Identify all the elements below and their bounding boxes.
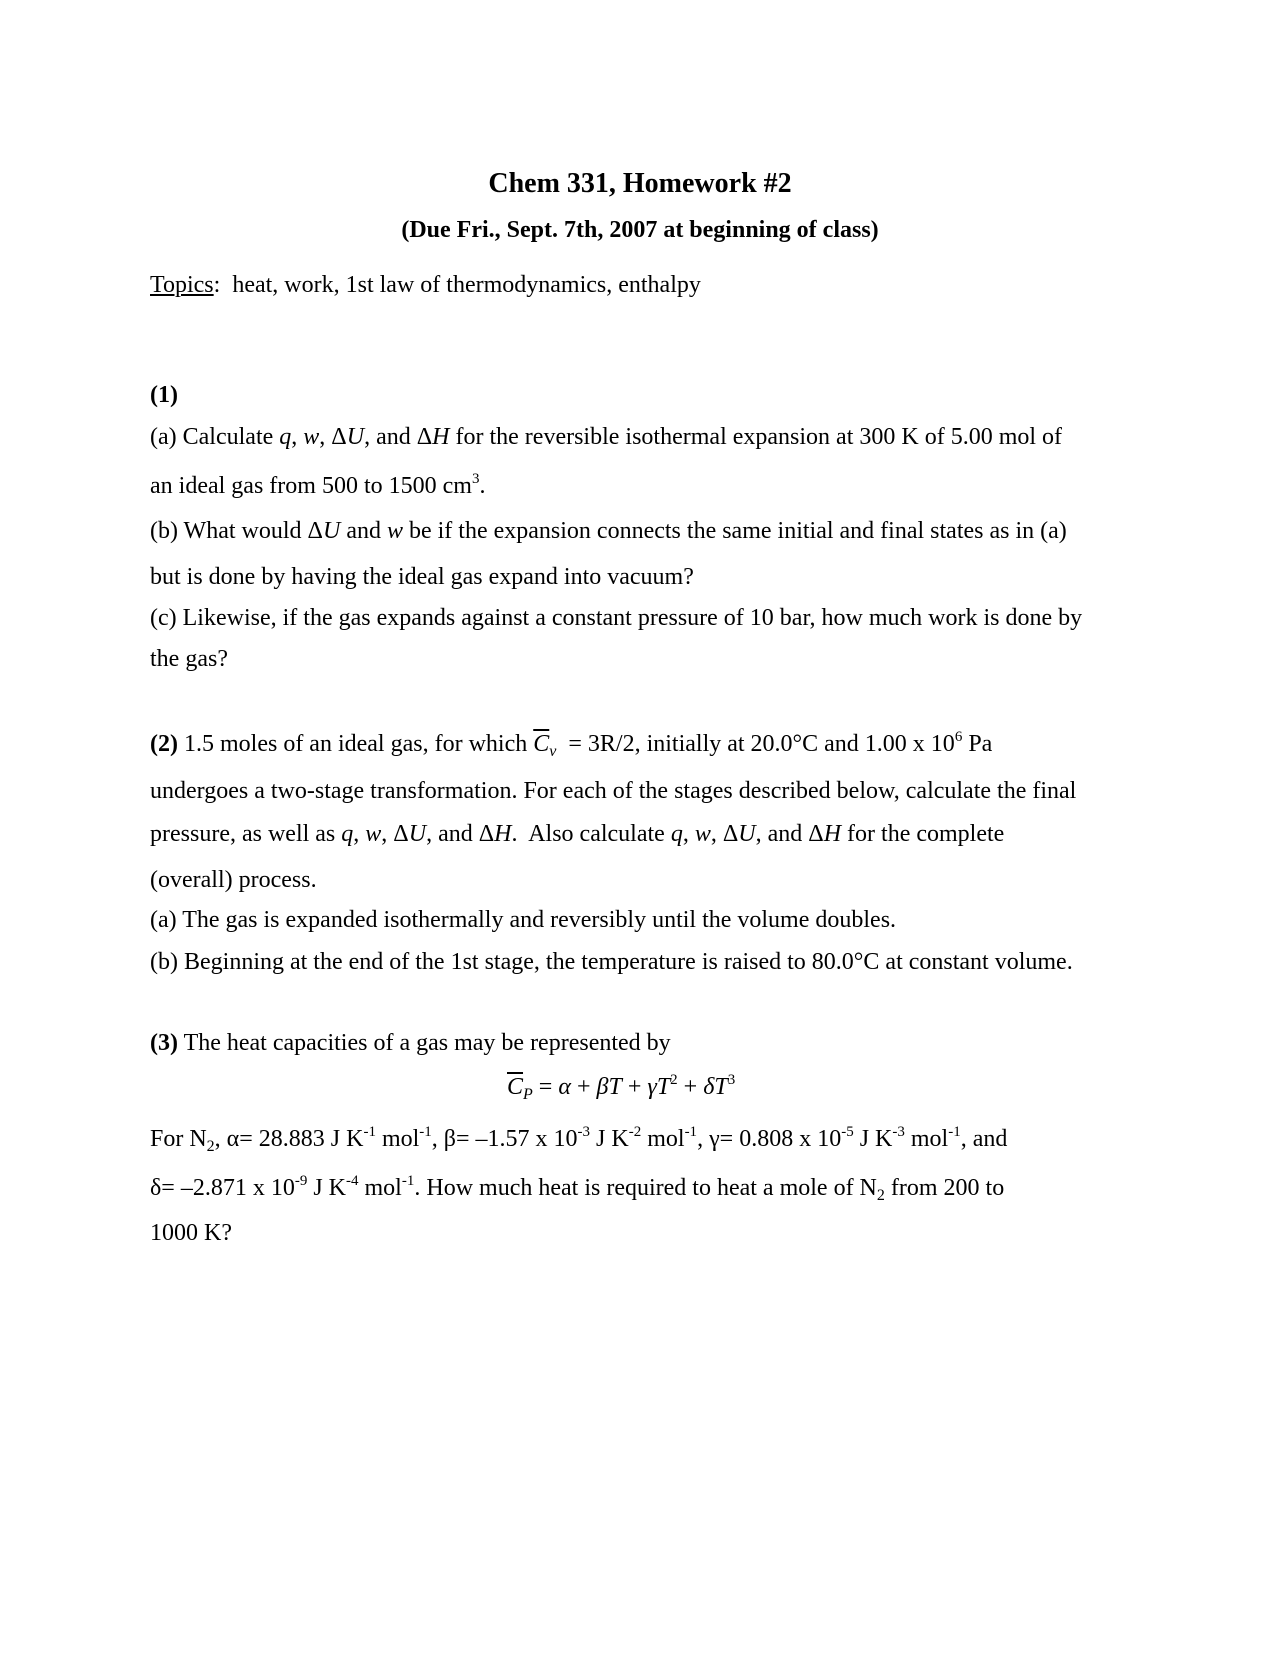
problem-2a: (a) The gas is expanded isothermally and reversibly until the volume doubles. bbox=[150, 907, 897, 933]
due-date: (Due Fri., Sept. 7th, 2007 at beginning of class) bbox=[401, 217, 879, 243]
problem-1a-text: for the reversible isothermal expansion at 300 K of 5.00 mol of bbox=[455, 424, 1063, 450]
problem-1b-line-2: but is done by having the ideal gas expand into vacuum? bbox=[150, 564, 694, 590]
problem-3-line-4: 1000 K? bbox=[150, 1220, 232, 1246]
problem-2-line-2: undergoes a two-stage transformation. For each of the stages described below, calculate the final bbox=[150, 778, 1077, 804]
problem-1a-line-2: an ideal gas from 500 to 1500 $cm^3$. bbox=[150, 471, 486, 499]
problem-2-number: (2) bbox=[150, 731, 178, 757]
problem-3-line-2: For $N_2$, α= 28.883 J $K^{-1}$ mol$^{-1}$, β= –1.57 x $10^{-3}$ J $K^{-2}$ mol$^{-1}$, γ= 0.808 x $10^{-5}$ J $K^{-3}$ mol$^{-1}$, and bbox=[150, 1124, 1008, 1155]
problem-1c-line-1: (c) Likewise, if the gas expands against a constant pressure of 10 bar, how much work is done by bbox=[150, 605, 1083, 631]
topics-text: heat, work, 1st law of thermodynamics, enthalpy bbox=[232, 272, 701, 298]
problem-1-number: (1) bbox=[150, 382, 178, 408]
problem-1b-line-1: (b) What would ΔU and w be if the expansion connects the same initial and final states as in (a) bbox=[150, 518, 1067, 544]
heat-capacity-equation: $\overline{C}_P = \alpha + \beta T + \gamma T^2 + \delta T^3$ bbox=[507, 1072, 736, 1103]
problem-3-number: (3) bbox=[150, 1030, 178, 1056]
topics-line: Topics: heat, work, 1st law of thermodynamics, enthalpy bbox=[150, 272, 701, 298]
problem-2-line-3: pressure, as well as q, w, ΔU, and ΔH. Also calculate q, w, ΔU, and ΔH for the complete bbox=[150, 821, 1005, 847]
problem-2-line-1: (2) 1.5 moles of an ideal gas, for which $\overline{C}_v = 3R/2$, initially at 20.0°C and 1.00 x $10^6$ Pa bbox=[150, 729, 993, 760]
problem-3-line-3: δ= –2.871 x $10^{-9}$ J $K^{-4}$ mol$^{-1}$. How much heat is required to heat a mole of $N_2$ from 200 to bbox=[150, 1173, 1005, 1204]
problem-1c-line-2: the gas? bbox=[150, 646, 228, 672]
problem-3-line-1: (3) The heat capacities of a gas may be represented by bbox=[150, 1030, 671, 1056]
topics-label: Topics bbox=[150, 272, 214, 298]
problem-2b: (b) Beginning at the end of the 1st stage, the temperature is raised to 80.0°C at constant volume. bbox=[150, 949, 1073, 975]
problem-2-line-4: (overall) process. bbox=[150, 867, 317, 893]
page-title: Chem 331, Homework #2 bbox=[488, 168, 792, 199]
problem-1a-line-1: (a) Calculate q, w, ΔU, and ΔH for the reversible isothermal expansion at 300 K of 5.00 mol of bbox=[150, 424, 1063, 450]
